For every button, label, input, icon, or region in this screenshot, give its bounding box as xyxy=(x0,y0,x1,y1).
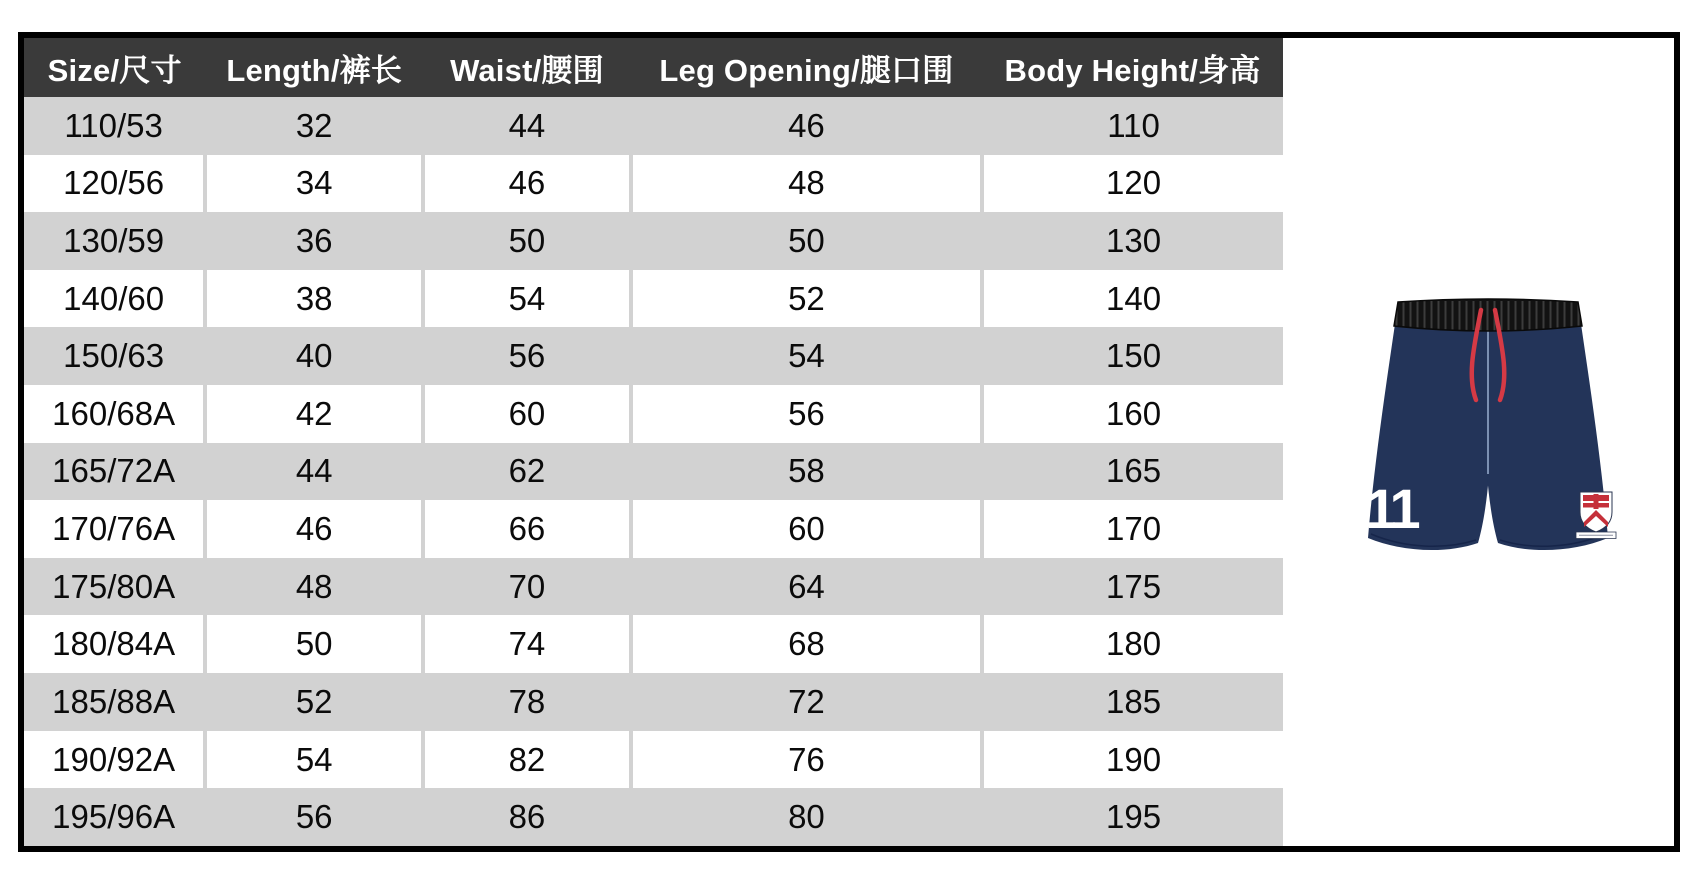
table-cell: 170/76A xyxy=(52,510,176,548)
table-cell: 185 xyxy=(982,673,1283,731)
table-cell: 86 xyxy=(423,788,631,846)
table-cell: 78 xyxy=(423,673,631,731)
table-row xyxy=(24,615,1283,673)
table-cell: 80 xyxy=(631,788,982,846)
table-row xyxy=(24,155,1283,213)
table-cell: 58 xyxy=(631,443,982,501)
table-cell: 74 xyxy=(423,615,631,673)
table-cell: 56 xyxy=(205,788,423,846)
table-cell: 190 xyxy=(982,731,1283,789)
header-cell-body-height: Body Height/身高 xyxy=(982,38,1283,97)
table-cell: 42 xyxy=(205,385,423,443)
table-cell: 165/72A xyxy=(52,452,176,490)
table-row xyxy=(24,327,1283,385)
table-cell: 130/59 xyxy=(63,222,165,260)
table-cell: 150 xyxy=(982,327,1283,385)
table-row xyxy=(24,731,1283,789)
table-cell: 54 xyxy=(205,731,423,789)
table-cell: 120 xyxy=(982,155,1283,213)
shorts-illustration xyxy=(1358,296,1618,566)
table-cell: 46 xyxy=(423,155,631,213)
table-cell: 44 xyxy=(205,443,423,501)
table-cell: 70 xyxy=(423,558,631,616)
table-cell: 195/96A xyxy=(52,798,176,836)
size-chart-table-container xyxy=(24,38,1283,846)
table-cell: 48 xyxy=(631,155,982,213)
table-cell: 66 xyxy=(423,500,631,558)
table-cell: 62 xyxy=(423,443,631,501)
table-cell: 52 xyxy=(205,673,423,731)
table-cell: 82 xyxy=(423,731,631,789)
table-cell: 46 xyxy=(631,97,982,155)
table-cell: 120/56 xyxy=(63,164,165,202)
table-cell: 44 xyxy=(423,97,631,155)
table-cell: 170 xyxy=(982,500,1283,558)
table-cell: 72 xyxy=(631,673,982,731)
table-cell: 160/68A xyxy=(52,394,176,432)
table-cell: 34 xyxy=(205,155,423,213)
table-row xyxy=(24,443,1283,501)
table-cell: 38 xyxy=(205,270,423,328)
table-cell: 110 xyxy=(982,97,1283,155)
jersey-number: 11 xyxy=(1364,477,1417,540)
table-cell: 180/84A xyxy=(52,625,176,663)
table-cell: 56 xyxy=(423,327,631,385)
table-cell: 180 xyxy=(982,615,1283,673)
table-cell: 40 xyxy=(205,327,423,385)
table-row xyxy=(24,558,1283,616)
header-row xyxy=(24,38,1283,97)
table-cell: 175/80A xyxy=(52,567,176,605)
table-cell: 56 xyxy=(631,385,982,443)
table-row xyxy=(24,97,1283,155)
header-cell-waist: Waist/腰围 xyxy=(423,38,631,97)
table-cell: 50 xyxy=(205,615,423,673)
table-cell: 68 xyxy=(631,615,982,673)
table-cell: 76 xyxy=(631,731,982,789)
table-row xyxy=(24,270,1283,328)
table-cell: 60 xyxy=(423,385,631,443)
table-cell: 175 xyxy=(982,558,1283,616)
table-cell: 48 xyxy=(205,558,423,616)
table-cell: 60 xyxy=(631,500,982,558)
size-chart-table xyxy=(24,38,1283,846)
header-cell-size: Size/尺寸 xyxy=(24,38,205,97)
table-cell: 36 xyxy=(205,212,423,270)
size-chart-panel xyxy=(18,32,1680,852)
header-cell-length: Length/裤长 xyxy=(205,38,423,97)
table-cell: 140 xyxy=(982,270,1283,328)
table-row xyxy=(24,673,1283,731)
table-row xyxy=(24,500,1283,558)
table-cell: 50 xyxy=(631,212,982,270)
table-row xyxy=(24,385,1283,443)
table-cell: 195 xyxy=(982,788,1283,846)
table-cell: 54 xyxy=(631,327,982,385)
table-cell: 160 xyxy=(982,385,1283,443)
table-cell: 52 xyxy=(631,270,982,328)
table-cell: 150/63 xyxy=(63,337,165,375)
table-cell: 165 xyxy=(982,443,1283,501)
table-cell: 32 xyxy=(205,97,423,155)
table-cell: 64 xyxy=(631,558,982,616)
header-cell-leg-opening: Leg Opening/腿口围 xyxy=(631,38,982,97)
product-image-pane xyxy=(1283,38,1674,846)
waistband xyxy=(1394,299,1582,331)
table-cell: 110/53 xyxy=(64,106,163,144)
table-cell: 54 xyxy=(423,270,631,328)
table-row xyxy=(24,788,1283,846)
table-cell: 185/88A xyxy=(52,682,176,720)
table-cell: 130 xyxy=(982,212,1283,270)
table-cell: 46 xyxy=(205,500,423,558)
table-cell: 140/60 xyxy=(63,279,165,317)
table-cell: 190/92A xyxy=(52,740,176,778)
table-header xyxy=(24,38,1283,97)
table-cell: 50 xyxy=(423,212,631,270)
size-table-body xyxy=(24,97,1283,846)
table-row xyxy=(24,212,1283,270)
